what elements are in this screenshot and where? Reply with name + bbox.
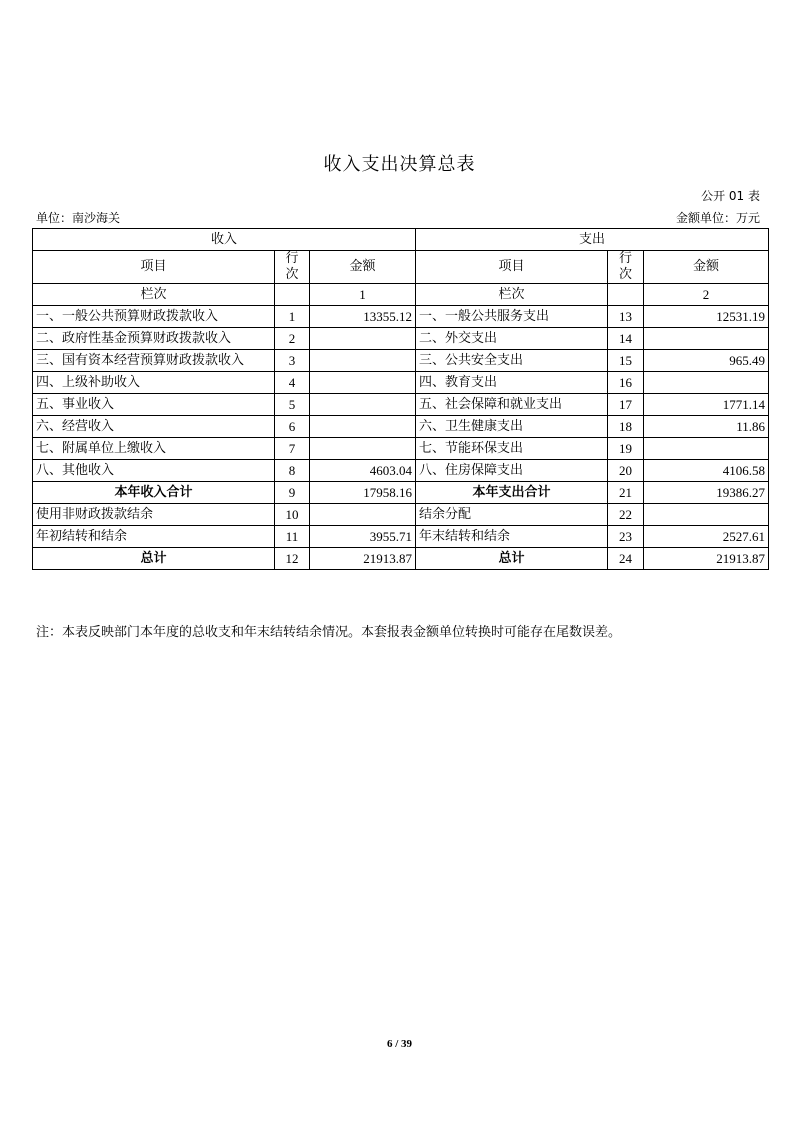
empty-cell bbox=[608, 284, 644, 306]
empty-cell bbox=[275, 284, 310, 306]
expense-item: 七、节能环保支出 bbox=[416, 438, 608, 460]
income-line-no: 10 bbox=[275, 504, 310, 526]
income-item: 二、政府性基金预算财政拨款收入 bbox=[33, 328, 275, 350]
income-expense-table bbox=[32, 228, 769, 570]
income-subtotal-amount: 17958.16 bbox=[310, 482, 416, 504]
table-row bbox=[33, 372, 769, 394]
expense-item: 六、卫生健康支出 bbox=[416, 416, 608, 438]
income-item: 八、其他收入 bbox=[33, 460, 275, 482]
expense-amount: 11.86 bbox=[644, 416, 769, 438]
income-amount: 4603.04 bbox=[310, 460, 416, 482]
income-item: 三、国有资本经营预算财政拨款收入 bbox=[33, 350, 275, 372]
expense-item: 三、公共安全支出 bbox=[416, 350, 608, 372]
expense-amount: 1771.14 bbox=[644, 394, 769, 416]
expense-column-number: 2 bbox=[644, 284, 769, 306]
expense-amount bbox=[644, 372, 769, 394]
column-number-row bbox=[33, 284, 769, 306]
income-line-no: 9 bbox=[275, 482, 310, 504]
income-amount bbox=[310, 438, 416, 460]
column-header-row bbox=[33, 251, 769, 284]
income-line-no: 3 bbox=[275, 350, 310, 372]
expense-amount: 12531.19 bbox=[644, 306, 769, 328]
expense-item-header: 项目 bbox=[416, 251, 608, 284]
income-item: 年初结转和结余 bbox=[33, 526, 275, 548]
income-item-header: 项目 bbox=[33, 251, 275, 284]
expense-item: 四、教育支出 bbox=[416, 372, 608, 394]
income-line-no: 8 bbox=[275, 460, 310, 482]
income-line-no: 12 bbox=[275, 548, 310, 570]
expense-line-no: 14 bbox=[608, 328, 644, 350]
income-item: 四、上级补助收入 bbox=[33, 372, 275, 394]
expense-amount: 965.49 bbox=[644, 350, 769, 372]
expense-line-no: 20 bbox=[608, 460, 644, 482]
income-line-no: 7 bbox=[275, 438, 310, 460]
expense-item: 二、外交支出 bbox=[416, 328, 608, 350]
income-line-no: 6 bbox=[275, 416, 310, 438]
expense-item: 结余分配 bbox=[416, 504, 608, 526]
expense-line-no: 21 bbox=[608, 482, 644, 504]
table-row bbox=[33, 416, 769, 438]
income-amount: 3955.71 bbox=[310, 526, 416, 548]
page-title: 收入支出决算总表 bbox=[323, 154, 476, 175]
expense-line-no: 22 bbox=[608, 504, 644, 526]
income-amount bbox=[310, 394, 416, 416]
table-row bbox=[33, 526, 769, 548]
income-item: 一、一般公共预算财政拨款收入 bbox=[33, 306, 275, 328]
reporting-unit: 单位：南沙海关 bbox=[36, 211, 121, 225]
expense-line-no: 13 bbox=[608, 306, 644, 328]
expense-subtotal-amount: 19386.27 bbox=[644, 482, 769, 504]
table-note: 注：本表反映部门本年度的总收支和年末结转结余情况。本套报表金额单位转换时可能存在尾数误差。 bbox=[36, 625, 622, 640]
income-line-no: 4 bbox=[275, 372, 310, 394]
table-row bbox=[33, 350, 769, 372]
income-amount bbox=[310, 350, 416, 372]
page-number: 6 / 39 bbox=[386, 1038, 413, 1050]
expense-item: 年末结转和结余 bbox=[416, 526, 608, 548]
subtotal-row bbox=[33, 482, 769, 504]
expense-amount bbox=[644, 438, 769, 460]
expense-item: 一、一般公共服务支出 bbox=[416, 306, 608, 328]
expense-amount: 4106.58 bbox=[644, 460, 769, 482]
income-column-label: 栏次 bbox=[33, 284, 275, 306]
amount-unit: 金额单位：万元 bbox=[675, 211, 760, 225]
income-item: 七、附属单位上缴收入 bbox=[33, 438, 275, 460]
income-amount bbox=[310, 416, 416, 438]
expense-amount: 2527.61 bbox=[644, 526, 769, 548]
income-total-label: 总计 bbox=[33, 548, 275, 570]
table-row bbox=[33, 394, 769, 416]
expense-item: 五、社会保障和就业支出 bbox=[416, 394, 608, 416]
table-row bbox=[33, 306, 769, 328]
income-amount: 13355.12 bbox=[310, 306, 416, 328]
income-line-no: 1 bbox=[275, 306, 310, 328]
expense-column-label: 栏次 bbox=[416, 284, 608, 306]
expense-line-no: 18 bbox=[608, 416, 644, 438]
expense-amount bbox=[644, 504, 769, 526]
expense-line-no: 24 bbox=[608, 548, 644, 570]
expense-amount bbox=[644, 328, 769, 350]
income-column-number: 1 bbox=[310, 284, 416, 306]
income-line-no: 2 bbox=[275, 328, 310, 350]
income-line-no: 11 bbox=[275, 526, 310, 548]
table-row bbox=[33, 438, 769, 460]
expense-line-no: 16 bbox=[608, 372, 644, 394]
table-row bbox=[33, 328, 769, 350]
form-code: 公开 01 表 bbox=[701, 189, 760, 203]
expense-line-no: 19 bbox=[608, 438, 644, 460]
income-amount bbox=[310, 504, 416, 526]
expense-line-no: 17 bbox=[608, 394, 644, 416]
income-header: 收入 bbox=[33, 229, 416, 251]
income-amount-header: 金额 bbox=[310, 251, 416, 284]
expense-subtotal-label: 本年支出合计 bbox=[416, 482, 608, 504]
expense-line-no: 15 bbox=[608, 350, 644, 372]
expense-amount-header: 金额 bbox=[644, 251, 769, 284]
income-item: 六、经营收入 bbox=[33, 416, 275, 438]
income-line-no: 5 bbox=[275, 394, 310, 416]
income-line-header: 行 次 bbox=[275, 251, 310, 284]
expense-total-amount: 21913.87 bbox=[644, 548, 769, 570]
table-row bbox=[33, 460, 769, 482]
income-amount bbox=[310, 372, 416, 394]
expense-line-no: 23 bbox=[608, 526, 644, 548]
table-row bbox=[33, 504, 769, 526]
expense-header: 支出 bbox=[416, 229, 769, 251]
income-total-amount: 21913.87 bbox=[310, 548, 416, 570]
total-row bbox=[33, 548, 769, 570]
expense-item: 八、住房保障支出 bbox=[416, 460, 608, 482]
income-subtotal-label: 本年收入合计 bbox=[33, 482, 275, 504]
income-amount bbox=[310, 328, 416, 350]
expense-total-label: 总计 bbox=[416, 548, 608, 570]
section-header-row bbox=[33, 229, 769, 251]
expense-line-header: 行 次 bbox=[608, 251, 644, 284]
income-item: 五、事业收入 bbox=[33, 394, 275, 416]
income-item: 使用非财政拨款结余 bbox=[33, 504, 275, 526]
